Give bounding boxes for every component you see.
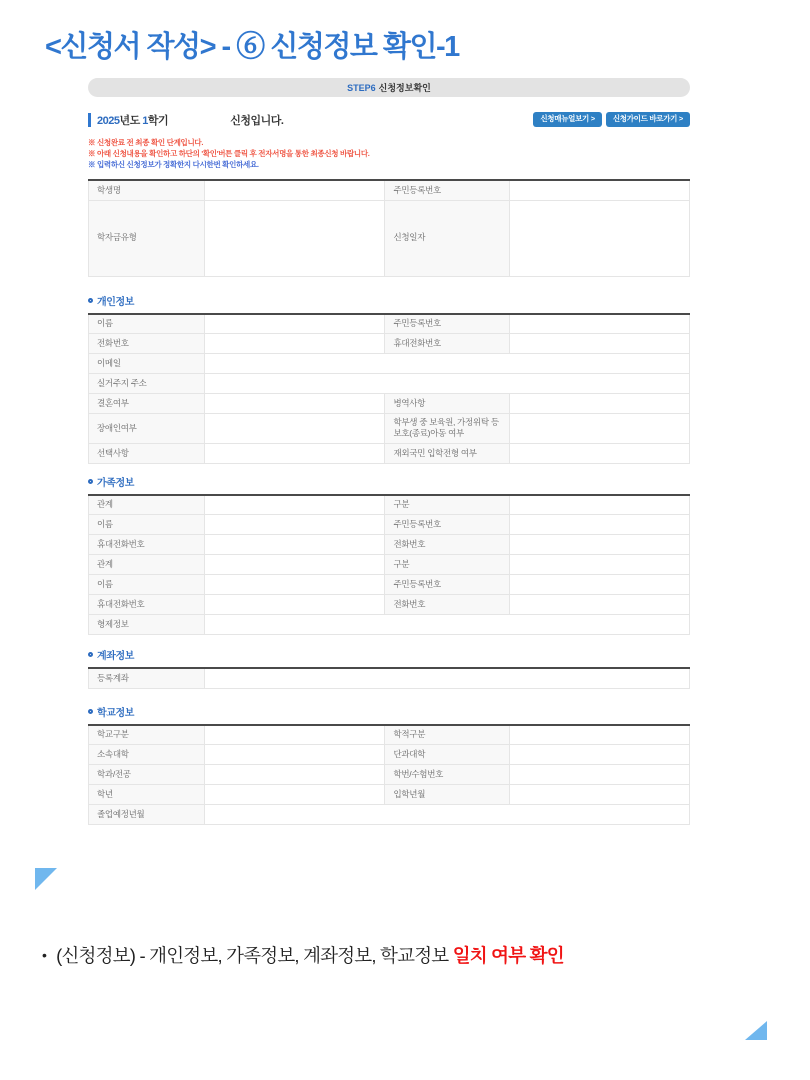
table-value-cell xyxy=(509,745,689,765)
table-value-cell xyxy=(509,515,689,535)
table-label-cell: 등록계좌 xyxy=(89,668,205,688)
decorative-triangle-left xyxy=(35,868,57,890)
table-row xyxy=(89,495,690,515)
notice-line: ※ 아래 신청내용을 확인하고 하단의 '확인'버튼 클릭 후 전자서명을 통한 최종신청 바랍니다. xyxy=(88,149,370,158)
notice-list xyxy=(88,137,690,170)
application-header xyxy=(88,111,690,128)
table-label-cell: 단과대학 xyxy=(385,745,509,765)
table-value-cell xyxy=(509,595,689,615)
table-label-cell: 구분 xyxy=(385,495,509,515)
step-number: STEP6 xyxy=(347,82,376,93)
table-label-cell: 학교구분 xyxy=(89,725,205,745)
table-label-cell: 재외국민 입학전형 여부 xyxy=(385,443,509,463)
table-label-cell: 학과/전공 xyxy=(89,765,205,785)
table-value-cell xyxy=(205,200,385,276)
table-value-cell xyxy=(205,725,385,745)
table-label-cell: 휴대전화번호 xyxy=(385,334,509,354)
section-title-label: 개인정보 xyxy=(97,296,135,308)
table-value-cell xyxy=(205,334,385,354)
table-label-cell: 학부생 중 보육원, 가정위탁 등 보호(종료)아동 여부 xyxy=(385,414,509,444)
table-value-cell xyxy=(509,495,689,515)
table-row xyxy=(89,443,690,463)
circle-bullet-icon xyxy=(88,298,93,303)
table-value-cell xyxy=(509,200,689,276)
table-label-cell: 학번/수험번호 xyxy=(385,765,509,785)
table-label-cell: 이메일 xyxy=(89,354,205,374)
table-row xyxy=(89,394,690,414)
table-row xyxy=(89,414,690,444)
table-value-cell xyxy=(509,555,689,575)
table-label-cell: 실거주지 주소 xyxy=(89,374,205,394)
table-row xyxy=(89,745,690,765)
table-label-cell: 휴대전화번호 xyxy=(89,595,205,615)
circle-bullet-icon xyxy=(88,709,93,714)
table-value-cell xyxy=(509,314,689,334)
section-personal-info xyxy=(88,293,690,464)
section-title-label: 학교정보 xyxy=(97,707,135,719)
table-value-cell xyxy=(205,414,385,444)
table-label-cell: 구분 xyxy=(385,555,509,575)
table-value-cell xyxy=(205,615,690,635)
table-label-cell: 주민등록번호 xyxy=(385,180,509,200)
table-label-cell: 결혼여부 xyxy=(89,394,205,414)
table-label-cell: 신청일자 xyxy=(385,200,509,276)
table-value-cell xyxy=(205,495,385,515)
table-value-cell xyxy=(205,595,385,615)
table-row xyxy=(89,180,690,200)
table-value-cell xyxy=(205,575,385,595)
table-label-cell: 이름 xyxy=(89,314,205,334)
table-label-cell: 전화번호 xyxy=(385,535,509,555)
table-value-cell xyxy=(205,443,385,463)
table-value-cell xyxy=(509,785,689,805)
table-value-cell xyxy=(205,765,385,785)
table-row xyxy=(89,354,690,374)
table-value-cell xyxy=(205,394,385,414)
account-info-table xyxy=(88,667,690,689)
step-progress-bar xyxy=(88,78,690,97)
table-row xyxy=(89,515,690,535)
step-title: 신청정보확인 xyxy=(378,83,431,93)
circle-bullet-icon xyxy=(88,652,93,657)
section-family-info xyxy=(88,474,690,636)
slide-title: <신청서 작성> - ⑥ 신청정보 확인-1 xyxy=(45,31,459,63)
table-label-cell: 주민등록번호 xyxy=(385,515,509,535)
table-value-cell xyxy=(205,745,385,765)
table-label-cell: 학자금유형 xyxy=(89,200,205,276)
table-label-cell: 선택사항 xyxy=(89,443,205,463)
section-summary xyxy=(88,179,690,277)
table-value-cell xyxy=(509,535,689,555)
personal-info-table xyxy=(88,313,690,464)
table-label-cell: 관계 xyxy=(89,495,205,515)
table-row xyxy=(89,668,690,688)
table-row xyxy=(89,785,690,805)
manual-view-button[interactable]: 신청매뉴얼보기 > xyxy=(533,112,601,126)
info-sections xyxy=(88,179,690,825)
table-value-cell xyxy=(205,180,385,200)
table-row xyxy=(89,200,690,276)
section-account-info xyxy=(88,647,690,689)
table-value-cell xyxy=(509,575,689,595)
table-value-cell xyxy=(205,314,385,334)
table-row xyxy=(89,725,690,745)
table-value-cell xyxy=(205,668,690,688)
table-row xyxy=(89,555,690,575)
semester-text: 2025년도 1학기 xyxy=(97,114,169,127)
decorative-triangle-right xyxy=(745,1021,767,1040)
bullet-icon: • xyxy=(42,947,47,963)
table-label-cell: 학년 xyxy=(89,785,205,805)
summary-table xyxy=(88,179,690,277)
table-value-cell xyxy=(205,374,690,394)
table-label-cell: 전화번호 xyxy=(89,334,205,354)
table-label-cell: 학생명 xyxy=(89,180,205,200)
form-screenshot xyxy=(88,78,690,825)
table-row xyxy=(89,314,690,334)
table-value-cell xyxy=(509,443,689,463)
table-label-cell: 장애인여부 xyxy=(89,414,205,444)
notice-line: ※ 입력하신 신청정보가 정확한지 다시한번 확인하세요. xyxy=(88,160,259,169)
table-row xyxy=(89,374,690,394)
table-value-cell xyxy=(509,394,689,414)
table-value-cell xyxy=(509,765,689,785)
footer-check-note xyxy=(42,942,564,968)
table-row xyxy=(89,805,690,825)
table-value-cell xyxy=(205,555,385,575)
table-value-cell xyxy=(509,180,689,200)
section-title xyxy=(88,704,690,719)
section-title-label: 계좌정보 xyxy=(97,651,135,663)
table-label-cell: 휴대전화번호 xyxy=(89,535,205,555)
school-info-table xyxy=(88,724,690,826)
table-value-cell xyxy=(205,354,690,374)
table-label-cell: 형제정보 xyxy=(89,615,205,635)
table-row xyxy=(89,535,690,555)
table-label-cell: 학적구분 xyxy=(385,725,509,745)
notice-line: ※ 신청완료 전 최종 확인 단계입니다. xyxy=(88,138,204,147)
guide-link-button[interactable]: 신청가이드 바로가기 > xyxy=(606,112,690,126)
table-label-cell: 입학년월 xyxy=(385,785,509,805)
section-title xyxy=(88,293,690,308)
section-school-info xyxy=(88,704,690,826)
section-title-label: 가족정보 xyxy=(97,477,135,489)
family-info-table xyxy=(88,494,690,636)
application-text: 신청입니다. xyxy=(230,114,284,127)
table-row xyxy=(89,575,690,595)
table-label-cell: 병역사항 xyxy=(385,394,509,414)
table-label-cell: 소속대학 xyxy=(89,745,205,765)
table-value-cell xyxy=(509,725,689,745)
table-value-cell xyxy=(205,805,690,825)
table-label-cell: 전화번호 xyxy=(385,595,509,615)
table-label-cell: 이름 xyxy=(89,515,205,535)
section-title xyxy=(88,474,690,489)
header-buttons xyxy=(533,112,690,126)
table-label-cell: 졸업예정년월 xyxy=(89,805,205,825)
table-label-cell: 주민등록번호 xyxy=(385,314,509,334)
table-label-cell: 주민등록번호 xyxy=(385,575,509,595)
table-value-cell xyxy=(509,334,689,354)
table-label-cell: 이름 xyxy=(89,575,205,595)
table-row xyxy=(89,334,690,354)
table-label-cell: 관계 xyxy=(89,555,205,575)
table-value-cell xyxy=(205,785,385,805)
table-row xyxy=(89,615,690,635)
table-value-cell xyxy=(205,515,385,535)
circle-bullet-icon xyxy=(88,479,93,484)
footer-note-text: (신청정보) - 개인정보, 가족정보, 계좌정보, 학교정보 xyxy=(56,945,453,966)
footer-note-highlight: 일치 여부 확인 xyxy=(452,945,564,966)
table-value-cell xyxy=(205,535,385,555)
accent-bar xyxy=(88,113,91,127)
table-row xyxy=(89,765,690,785)
section-title xyxy=(88,647,690,662)
table-value-cell xyxy=(509,414,689,444)
table-row xyxy=(89,595,690,615)
